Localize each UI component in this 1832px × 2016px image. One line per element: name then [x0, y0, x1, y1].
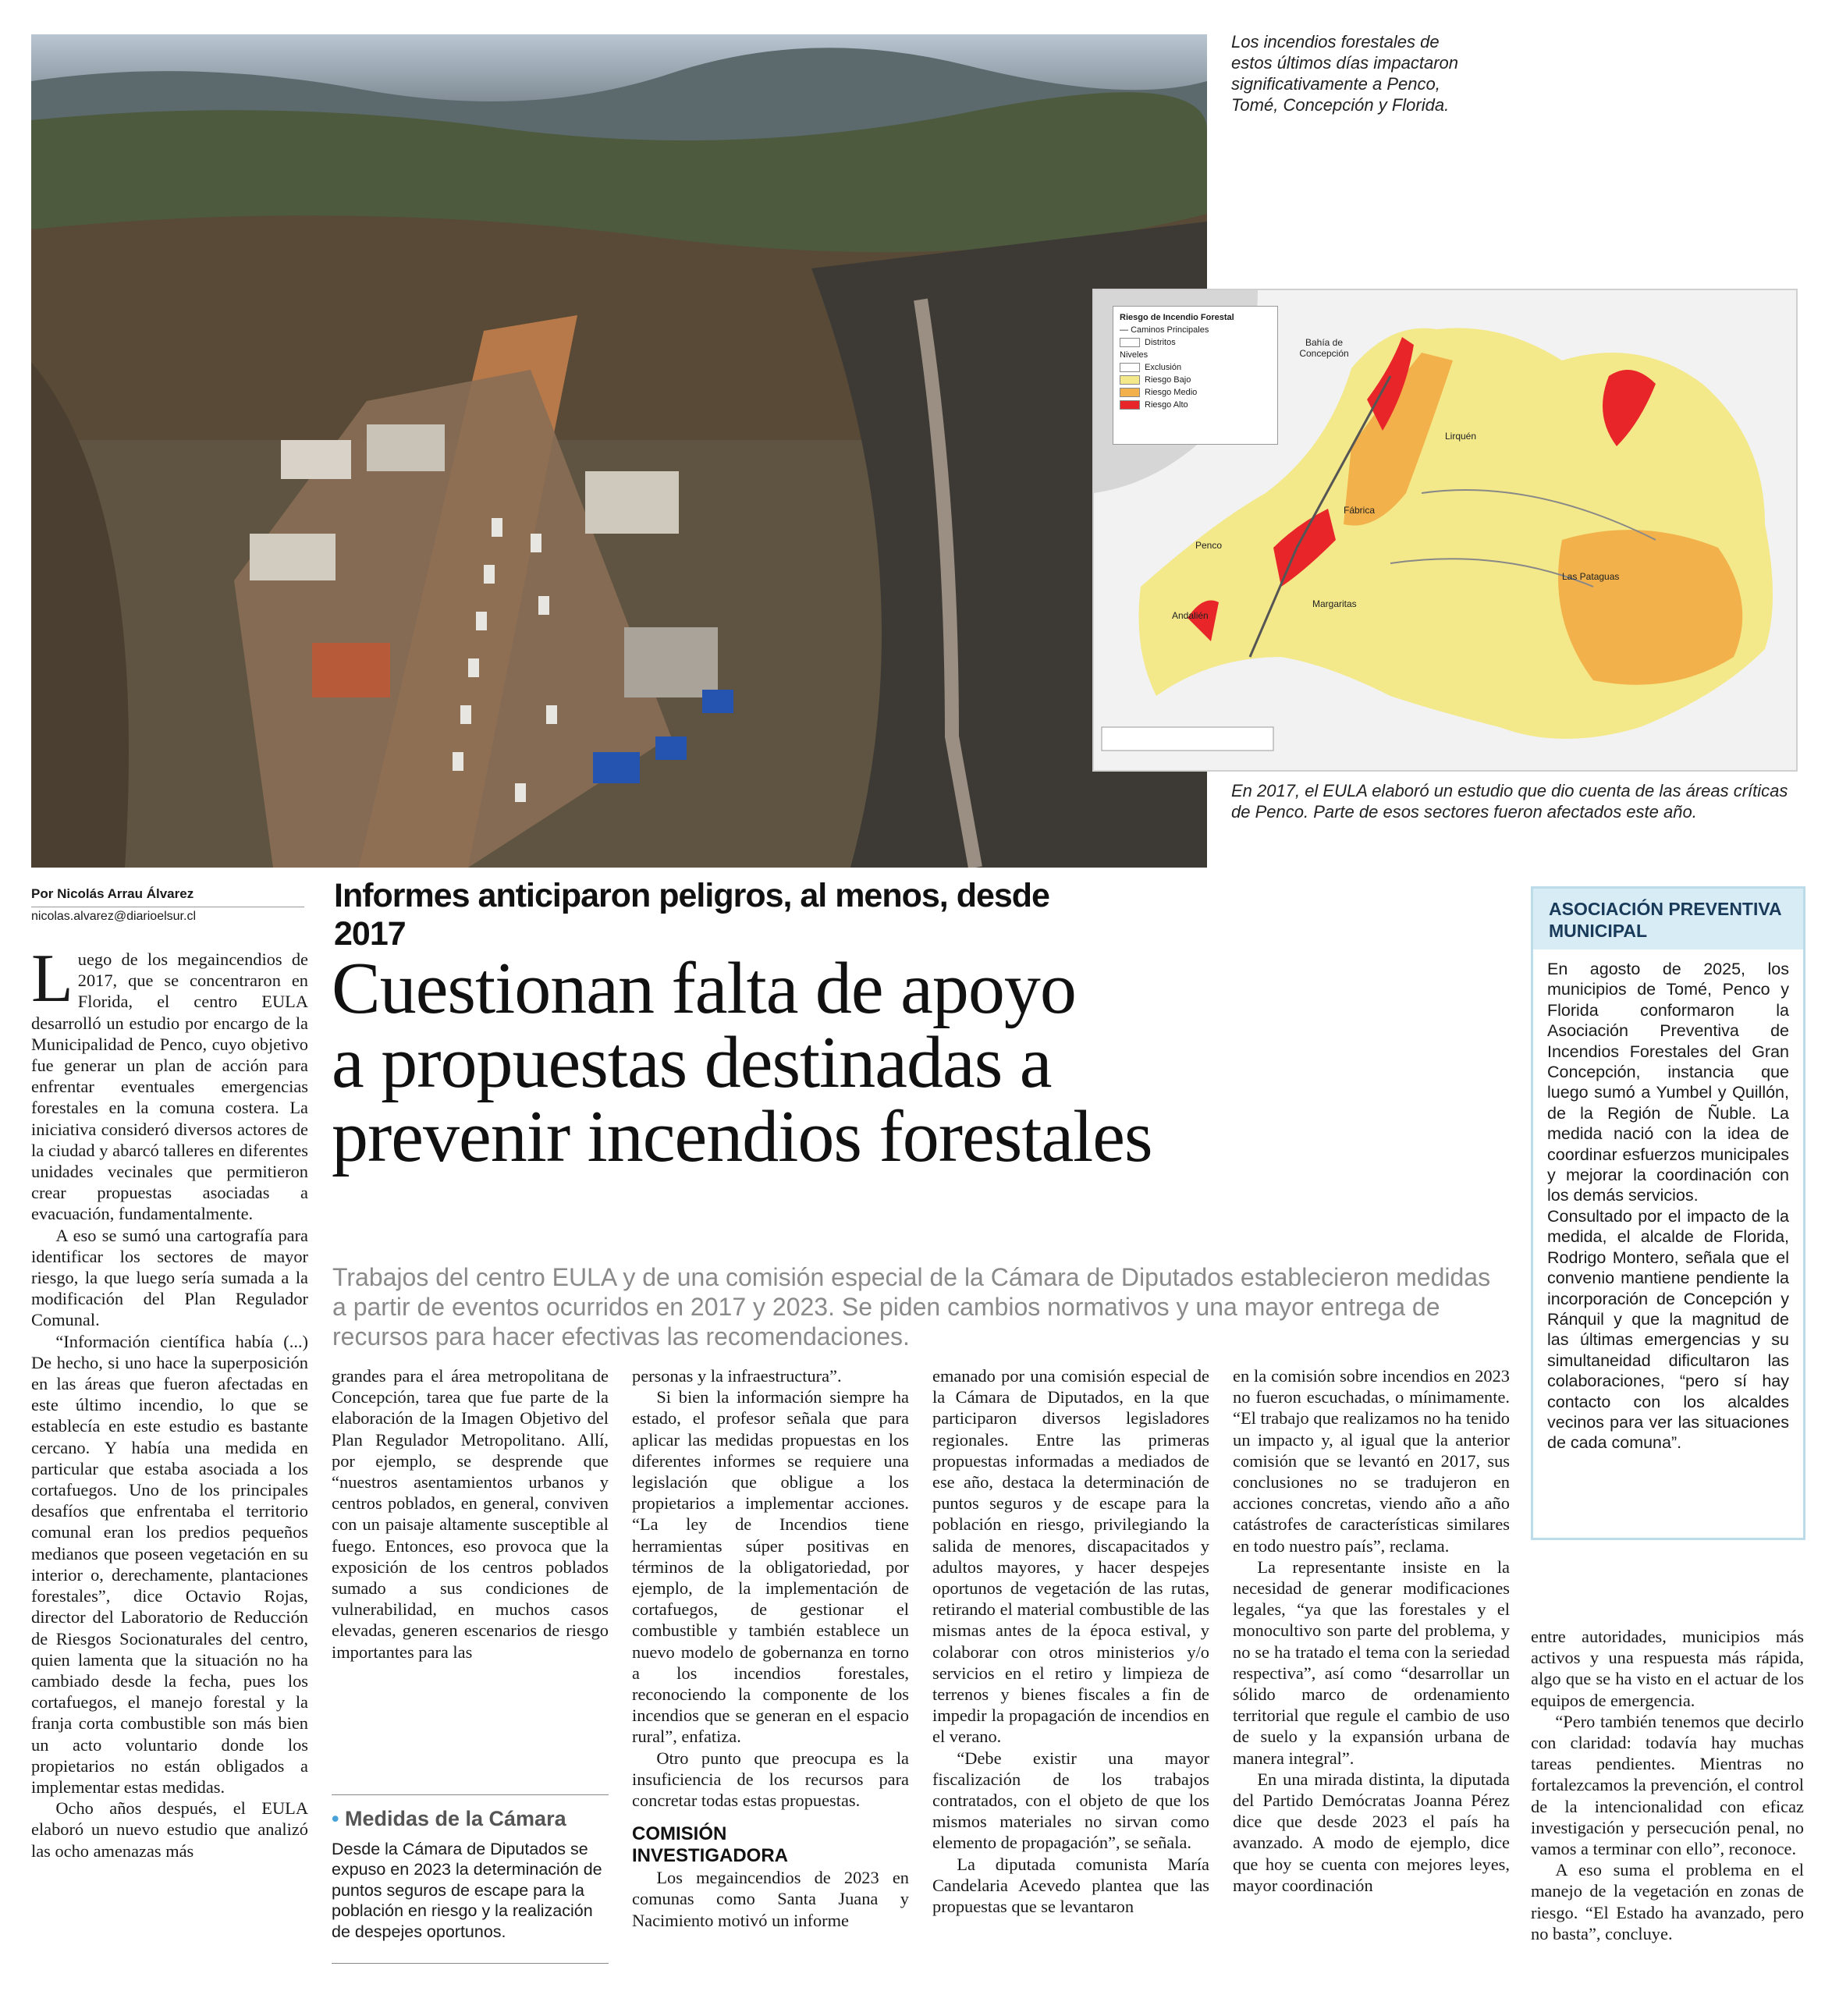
medidas-divider — [332, 1794, 609, 1795]
map-label-las-pataguas: Las Pataguas — [1562, 571, 1620, 582]
level-swatch-icon — [1120, 363, 1140, 372]
paragraph: Otro punto que preocupa es la insuficiencia de los recursos para concretar todas estas propuestas. — [632, 1748, 909, 1811]
legend-level-2: Riesgo Medio — [1120, 386, 1271, 399]
medidas-box — [332, 1807, 609, 1942]
legend-level-1: Riesgo Bajo — [1120, 374, 1271, 386]
legend-roads: — Caminos Principales — [1120, 325, 1209, 335]
headline — [332, 948, 1518, 1177]
paragraph: A eso se sumó una cartografía para identificar los sectores de mayor riesgo, la que luego sería sumada a la modificación del Plan Regulador Comunal. — [31, 1225, 308, 1330]
map-label-fabrica: Fábrica — [1344, 505, 1376, 516]
legend-level-0: Exclusión — [1120, 361, 1271, 374]
map-legend-title: Riesgo de Incendio Forestal — [1120, 313, 1234, 322]
legend-levels: Niveles — [1120, 350, 1149, 360]
legend-level-3: Riesgo Alto — [1120, 399, 1271, 411]
paragraph: personas y la infraestructura”. — [632, 1366, 842, 1386]
paragraph: “Información científica había (...) De hecho, si uno hace la superposición en las áreas que fueron afectadas en este último incendio, lo que se establecía en este estudio es bastante cercano. Y había una medida en particular que estaba asociada a los cortafuegos. Uno de los principales desafíos que enfrentaba el territorio comunal eran los predios pequeños medianos que poseen vegetación en su interior o, derechamente, plantaciones forestales”, dice Octavio Rojas, director del Laboratorio de Reducción de Riesgos Socionaturales del centro, quien lamenta que la situación no ha cambiado desde la fecha, pues los cortafuegos, el manejo forestal y la franja corta combustible son más bien un acto voluntario donde los propietarios no están obligados a implementar estas medidas. — [31, 1331, 308, 1797]
byline: Por Nicolás Arrau Álvarez — [31, 886, 194, 901]
level-swatch-icon — [1120, 400, 1140, 410]
paragraph: Los megaincendios de 2023 en comunas como Santa Juana y Nacimiento motivó un informe — [632, 1868, 909, 1930]
article-column-3 — [632, 1365, 909, 1931]
paragraph: “Debe existir una mayor fiscalización de los trabajos contratados, con el objeto de que los mismos materiales no sirvan como elemento de propagación”, se señala. — [932, 1748, 1209, 1853]
level-swatch-icon — [1120, 375, 1140, 385]
legend-districts: Distritos — [1120, 336, 1271, 349]
paragraph: La representante insiste en la necesidad de generar modificaciones legales, “ya que las forestales y el monocultivo son parte del problema, y no se ha tratado el tema con la seriedad respectiva”, así como “desarrollar un sólido marco de ordenamiento territorial que regule el cambio de uso de suelo y la expansión urbana de manera integral”. — [1233, 1556, 1510, 1768]
paragraph: “Pero también tenemos que decirlo con claridad: todavía hay muchas tareas pendientes. Mientras no fortalezcamos la prevención, el control de la intencionalidad con eficaz investigación y persecución penal, no vamos a terminar con ello”, reconoce. — [1531, 1711, 1804, 1859]
district-swatch-icon — [1120, 338, 1140, 347]
aerial-photo-burned-neighborhood-icon — [31, 34, 1207, 868]
paragraph: entre autoridades, municipios más activos y una respuesta más rápida, algo que se ha visto en el actuar de los equipos de emergencia. — [1531, 1627, 1804, 1710]
level-swatch-icon — [1120, 388, 1140, 397]
medidas-bottom-divider — [332, 1963, 609, 1964]
sidebar-box — [1531, 886, 1805, 1540]
author-email: nicolas.alvarez@diarioelsur.cl — [31, 910, 196, 923]
paragraph: emanado por una comisión especial de la Cámara de Diputados, en la que participaron diversos legisladores regionales. Entre las primeras propuestas informadas a mediados de ese año, destaca la determinación de puntos seguros y de escape para la población en riesgo, privilegiando la salida de menores, discapacitados y adultos mayores, y hacer despejes oportunos de vegetación de las rutas, retirando el material combustible de las mismas antes de la época estival, y colaborar con otros ministerios y/o servicios en el retiro y limpieza de terrenos y bienes fiscales a fin de impedir la propagación de incendios en el verano. — [932, 1366, 1209, 1747]
deck: Trabajos del centro EULA y de una comisión especial de la Cámara de Diputados establecieron medidas a partir de eventos ocurridos en 2017 y 2023. Se piden cambios normativos y una mayor entrega de recursos para hacer efectivas las recomendaciones. — [332, 1263, 1491, 1351]
bullet-dot-icon: • — [332, 1807, 345, 1830]
headline-line: a propuestas destinadas a — [332, 1022, 1052, 1103]
paragraph: La diputada comunista María Candelaria Acevedo plantea que las propuestas que se levantaron — [932, 1854, 1209, 1917]
medidas-title: • Medidas de la Cámara — [332, 1807, 566, 1830]
paragraph: Ocho años después, el EULA elaboró un nuevo estudio que analizó las ocho amenazas más — [31, 1798, 308, 1861]
map-label-andalien: Andalién — [1172, 610, 1209, 621]
medidas-body: Desde la Cámara de Diputados se expuso en 2023 la determinación de puntos seguros de escape para la población en riesgo y la realización de despejes oportunos. — [332, 1840, 602, 1941]
map-label-penco: Penco — [1195, 540, 1223, 551]
paragraph: en la comisión sobre incendios en 2023 no fueron escuchadas, o mínimamente. “El trabajo que realizamos no ha tenido un impacto y, al igual que la anterior comisión que se levantó en 2017, sus conclusiones no se tradujeron en acciones concretas, viendo año a año catástrofes de características similares en todo nuestro país”, reclama. — [1233, 1366, 1510, 1556]
paragraph: Si bien la información siempre ha estado, el profesor señala que para aplicar las medidas propuestas en los diferentes informes se requiere una legislación que obligue a los propietarios a implementar acciones. “La ley de Incendios tiene herramientas súper positivas en términos de la obligatoriedad, por ejemplo, de la implementación de cortafuegos, de gestionar el combustible y también establece un nuevo modelo de gobernanza en torno a los incendios forestales, reconociendo la componente de los incendios que se generan en el espacio rural”, enfatiza. — [632, 1387, 909, 1747]
drop-cap: L — [31, 941, 73, 1017]
map-label-lirquen: Lirquén — [1445, 431, 1477, 442]
sidebar-body — [1533, 949, 1803, 1463]
article-column-4 — [932, 1365, 1209, 1917]
sidebar-paragraph: Consultado por el impacto de la medida, el alcalde de Florida, Rodrigo Montero, señala que el convenio mantiene pendiente la incorporación de Concepción y Ránquil y que la magnitud de las últimas emergencias y su simultaneidad dificultaron las colaboraciones, “pero sí hay contacto con los alcaldes vecinos para ver las situaciones de cada comuna”. — [1547, 1206, 1789, 1453]
fire-risk-map — [1092, 289, 1798, 772]
sidebar-paragraph: En agosto de 2025, los municipios de Tomé, Penco y Florida conformaron la Asociación Preventiva de Incendios Forestales del Gran Concepción, instancia que luego sumó a Yumbel y Quillón, de la Región de Ñuble. La medida nació con la idea de coordinar esfuerzos municipales y mejorar la coordinación con los demás servicios. — [1547, 960, 1789, 1205]
paragraph: En una mirada distinta, la diputada del Partido Demócratas Joanna Pérez dice que desde 2023 el país ha avanzado. A modo de ejemplo, dice que hoy se cuenta con mejores leyes, mayor coordinación — [1233, 1769, 1510, 1895]
article-column-1 — [31, 941, 308, 1862]
map-label-bahia: Bahía de Concepción — [1299, 337, 1349, 359]
kicker: Informes anticiparon peligros, al menos, desde 2017 — [334, 877, 1049, 953]
sidebar-title: ASOCIACIÓN PREVENTIVA MUNICIPAL — [1533, 889, 1803, 949]
map-legend — [1113, 306, 1278, 445]
aerial-photo — [31, 34, 1207, 868]
map-label-margaritas: Margaritas — [1312, 598, 1357, 609]
headline-line: prevenir incendios forestales — [332, 1096, 1152, 1177]
article-column-6 — [1531, 1626, 1804, 1944]
paragraph: Luego de los megaincendios de 2017, que se concentraron en Florida, el centro EULA desarrolló un estudio por encargo de la Municipalidad de Penco, cuyo objetivo fue generar un plan de acción para enfrentar eventuales emergencias forestales en la comuna costera. La iniciativa consideró diversos actores de la ciudad y abarcó talleres en diferentes unidades vecinales que permitieron crear propuestas asociadas a evacuación, fundamentalmente. — [31, 941, 308, 1224]
author-name: Nicolás Arrau Álvarez — [57, 886, 194, 901]
photo-caption: Los incendios forestales de estos últimos días impactaron significativamente a Penco, Tomé, Concepción y Florida. — [1231, 32, 1459, 115]
headline-line: Cuestionan falta de apoyo — [332, 948, 1076, 1029]
subhead: COMISIÓN INVESTIGADORA — [632, 1823, 789, 1867]
paragraph: grandes para el área metropolitana de Concepción, tarea que fue parte de la elaboración de la Imagen Objetivo del Plan Regulador Metropolitano. Allí, por ejemplo, se desprende que “nuestros asentamientos urbanos y centros poblados, en general, conviven con un paisaje altamente susceptible al fuego. Entonces, eso provoca que la exposición de los centros poblados sumado a sus condiciones de vulnerabilidad, en muchos casos elevadas, generen escenarios de riesgo importantes para las — [332, 1366, 609, 1662]
paragraph: A eso suma el problema en el manejo de la vegetación en zonas de riesgo. “El Estado ha avanzado, pero no basta”, concluye. — [1531, 1860, 1804, 1943]
article-column-2 — [332, 1365, 609, 1663]
map-caption: En 2017, el EULA elaboró un estudio que dio cuenta de las áreas críticas de Penco. Parte de esos sectores fueron afectados este año. — [1231, 781, 1788, 822]
article-column-5 — [1233, 1365, 1510, 1896]
